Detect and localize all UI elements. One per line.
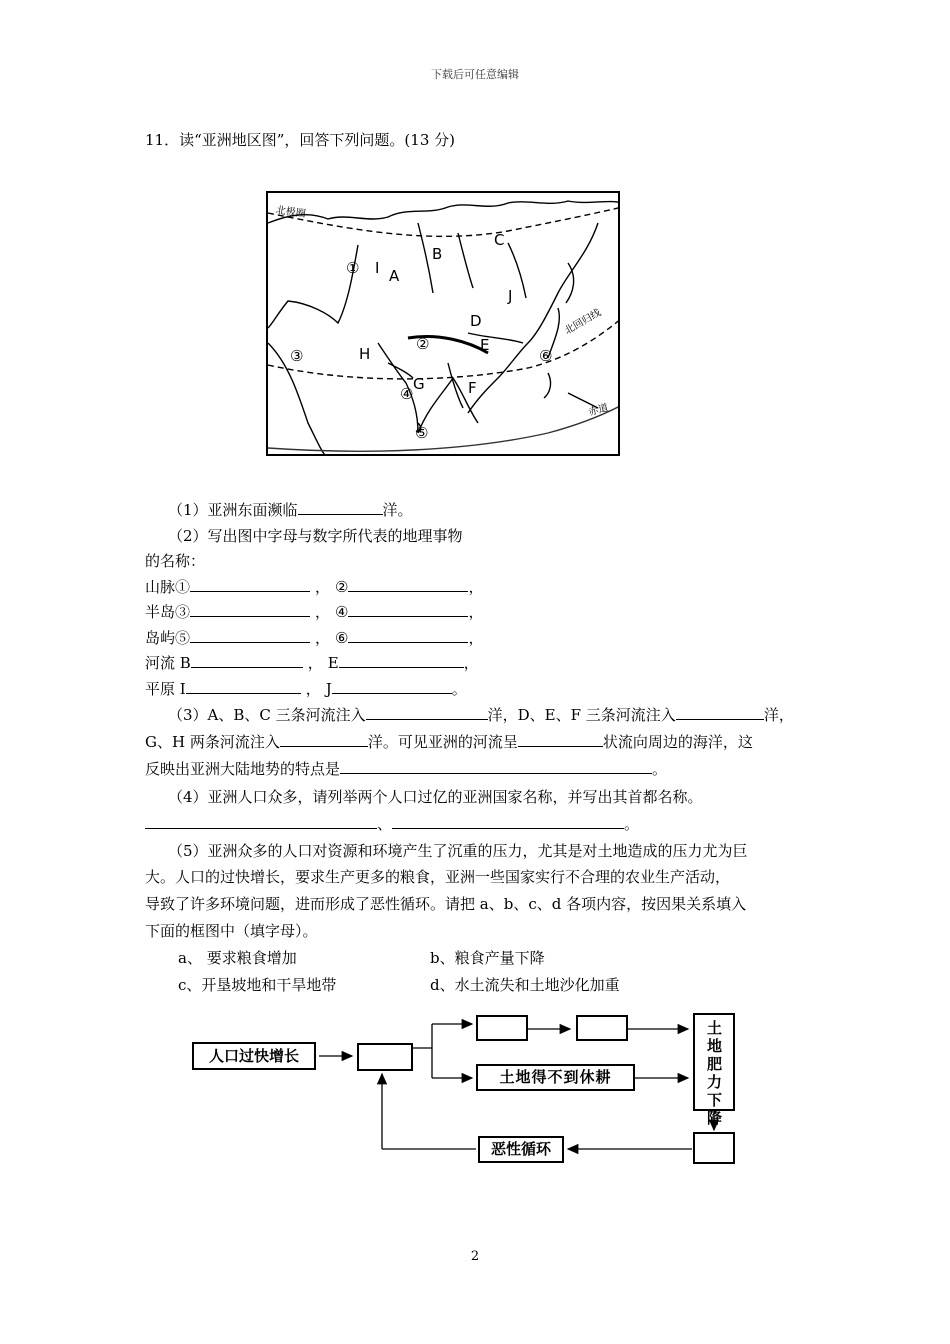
q5-option-a: a、 要求粮食增加 <box>178 949 297 967</box>
flow-box-no-fallow: 土地得不到休耕 <box>476 1064 635 1091</box>
q2-comma: ， <box>315 603 331 621</box>
q2-row-right-label: ② <box>335 578 349 596</box>
q2-row-left-label: 山脉① <box>145 578 191 596</box>
q2-blank[interactable] <box>190 601 310 617</box>
q3-text-a: （3）A、B、C 三条河流注入 <box>168 706 366 724</box>
q2-blank[interactable] <box>339 652 464 668</box>
flow-box-population: 人口过快增长 <box>192 1042 316 1070</box>
q2-blank[interactable] <box>348 627 468 643</box>
asia-map <box>266 191 620 456</box>
flow-blank-box-2[interactable] <box>476 1015 528 1041</box>
map-label-2: ② <box>416 335 430 353</box>
q3-text-b: 洋，D、E、F 三条河流注入 <box>487 706 676 724</box>
q2-row-right-label: ⑥ <box>335 629 349 647</box>
q2-comma: ， <box>315 629 331 647</box>
q2-blank[interactable] <box>332 678 452 694</box>
q5-option-d: d、水土流失和土地沙化加重 <box>430 976 620 994</box>
q3-text-d: G、H 两条河流注入 <box>145 733 280 751</box>
q2-row-end: ， <box>463 654 479 672</box>
q1-prefix: （1）亚洲东面濒临 <box>168 501 298 519</box>
q4-answer-line <box>145 813 639 834</box>
q3-blank[interactable] <box>366 704 488 720</box>
q5-option-b: b、粮食产量下降 <box>430 949 545 967</box>
q3-line3 <box>145 758 667 779</box>
q3-text-c: 洋， <box>763 706 794 724</box>
q2-blank[interactable] <box>186 678 301 694</box>
map-label-D: D <box>470 312 482 330</box>
flow-box-vicious-cycle: 恶性循环 <box>478 1136 564 1163</box>
q2-row <box>145 652 479 673</box>
q2-row-left-label: 河流 B <box>145 654 191 672</box>
arctic-circle-label: 北极圈 <box>275 204 307 221</box>
map-label-A: A <box>389 267 400 285</box>
map-label-5: ⑤ <box>415 424 429 442</box>
q2-row-end: 。 <box>451 680 467 698</box>
q3-blank[interactable] <box>518 731 603 747</box>
q2-comma: ， <box>305 680 321 698</box>
page-number: 2 <box>470 1249 480 1264</box>
q2-blank[interactable] <box>348 601 468 617</box>
q2-line2: 的名称： <box>145 552 206 570</box>
q1-blank[interactable] <box>298 499 383 515</box>
map-label-C: C <box>494 231 505 249</box>
map-label-B: B <box>432 245 443 263</box>
q1-suffix: 洋。 <box>382 501 413 519</box>
q2-row <box>145 601 483 622</box>
page-header: 下载后可任意编辑 <box>431 68 519 81</box>
q2-blank[interactable] <box>191 652 303 668</box>
map-label-4: ④ <box>400 385 414 403</box>
map-label-E: E <box>480 336 490 354</box>
q2-line1: （2）写出图中字母与数字所代表的地理事物 <box>168 527 463 545</box>
q3-text-e: 洋。可见亚洲的河流呈 <box>367 733 518 751</box>
q3-blank[interactable] <box>676 704 764 720</box>
q2-row-end: ， <box>468 603 484 621</box>
flow-diagram <box>180 1010 750 1170</box>
q2-row-end: ， <box>468 578 484 596</box>
q2-row <box>145 576 483 597</box>
q2-row <box>145 627 483 648</box>
q2-comma: ， <box>307 654 323 672</box>
q3-text-g: 反映出亚洲大陆地势的特点是 <box>145 760 341 778</box>
map-label-1: ① <box>346 259 360 277</box>
q2-row-right-label: ④ <box>335 603 349 621</box>
map-label-6: ⑥ <box>539 347 553 365</box>
flow-arrows <box>180 1010 750 1170</box>
q2-row-end: ， <box>468 629 484 647</box>
equator-label: 赤道 <box>587 402 610 419</box>
q2-blank[interactable] <box>190 627 310 643</box>
q4-separator: 、 <box>377 815 393 833</box>
q1-line <box>168 499 413 520</box>
q2-row-left-label: 平原 I <box>145 680 186 698</box>
q2-blank[interactable] <box>190 576 310 592</box>
q3-blank[interactable] <box>280 731 368 747</box>
q3-text-f: 状流向周边的海洋，这 <box>602 733 753 751</box>
q2-blank[interactable] <box>348 576 468 592</box>
q2-row-left-label: 半岛③ <box>145 603 191 621</box>
q2-row-left-label: 岛屿⑤ <box>145 629 191 647</box>
q4-blank[interactable] <box>145 813 377 829</box>
q2-row-right-label: E <box>327 654 339 672</box>
q2-row <box>145 678 467 699</box>
q4-blank[interactable] <box>392 813 624 829</box>
flow-blank-box-1[interactable] <box>357 1043 413 1071</box>
q3-blank[interactable] <box>340 758 652 774</box>
q3-line2 <box>145 731 753 752</box>
q4-text: （4）亚洲人口众多，请列举两个人口过亿的亚洲国家名称，并写出其首都名称。 <box>168 788 703 806</box>
q3-line1 <box>168 704 794 725</box>
flow-box-fertility: 土地肥力下降 <box>693 1013 735 1111</box>
q5-line: （5）亚洲众多的人口对资源和环境产生了沉重的压力，尤其是对土地造成的压力尤为巨 <box>168 842 748 860</box>
q5-line: 下面的框图中（填字母）。 <box>145 922 318 940</box>
question-title: 11．读“亚洲地区图”，回答下列问题。(13 分) <box>145 131 455 149</box>
flow-blank-box-4[interactable] <box>693 1132 735 1164</box>
q5-line: 导致了许多环境问题，进而形成了恶性循环。请把 a、b、c、d 各项内容，按因果关系填入 <box>145 895 747 913</box>
q5-option-c: c、开垦坡地和干旱地带 <box>178 976 337 994</box>
map-label-G: G <box>413 375 425 393</box>
q5-line: 大。人口的过快增长，要求生产更多的粮食，亚洲一些国家实行不合理的农业生产活动， <box>145 868 731 886</box>
q4-end: 。 <box>624 815 640 833</box>
q2-comma: ， <box>315 578 331 596</box>
map-label-3: ③ <box>290 347 304 365</box>
q3-text-h: 。 <box>652 760 668 778</box>
map-label-H: H <box>359 345 371 363</box>
q2-row-right-label: J <box>325 680 332 698</box>
map-label-J: J <box>508 287 513 305</box>
map-label-F: F <box>468 379 477 397</box>
map-label-I: I <box>375 259 380 277</box>
tropic-of-cancer-label: 北回归线 <box>562 307 604 337</box>
flow-blank-box-3[interactable] <box>576 1015 628 1041</box>
